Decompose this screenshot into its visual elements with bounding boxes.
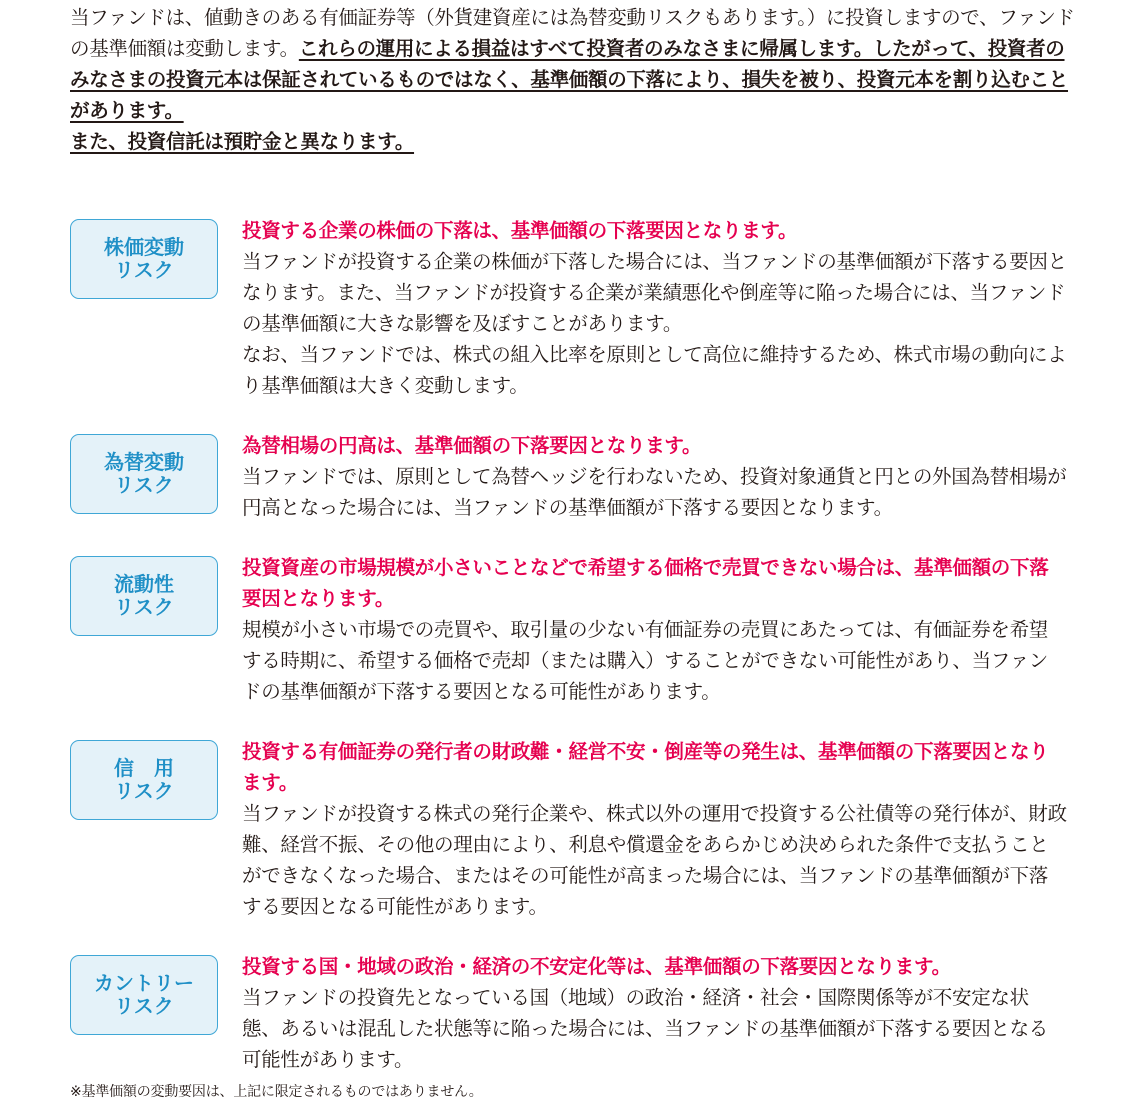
risk-body: 当ファンドが投資する企業の株価が下落した場合には、当ファンドの基準価額が下落する要因となります。また、当ファンドが投資する企業が業績悪化や倒産等に陥った場合には、当ファンドの基準価額に大きな影響を及ぼすことがあります。 bbox=[242, 250, 1067, 335]
risk-badge-label: 株価変動 bbox=[104, 235, 184, 259]
risk-content bbox=[242, 736, 1067, 922]
risk-badge-sublabel: リスク bbox=[114, 595, 174, 619]
risk-badge-sublabel: リスク bbox=[114, 779, 174, 803]
risk-badge-credit bbox=[70, 740, 218, 820]
risk-body: 規模が小さい市場での売買や、取引量の少ない有価証券の売買にあたっては、有価証券を希望する時期に、希望する価格で売却（または購入）することができない可能性があり、当ファンドの基準価額が下落する要因となる可能性があります。 bbox=[242, 618, 1049, 703]
risk-badge-label: カントリー bbox=[94, 971, 194, 995]
risk-badge-exchange-rate bbox=[70, 434, 218, 514]
risk-headline: 投資する国・地域の政治・経済の不安定化等は、基準価額の下落要因となります。 bbox=[242, 955, 951, 978]
risk-body-note: なお、当ファンドでは、株式の組入比率を原則として高位に維持するため、株式市場の動向により基準価額は大きく変動します。 bbox=[242, 343, 1067, 397]
risk-badge-stock-price bbox=[70, 219, 218, 299]
intro-plain-text: 当ファンドは、値動きのある有価証券等（外貨建資産には為替変動リスクもあります。）に投資しますので、ファンドの基準価額は変動します。 bbox=[70, 6, 1075, 60]
intro-underlined-text: これらの運用による損益はすべて投資者のみなさまに帰属します。したがって、投資者のみなさまの投資元本は保証されているものではなく、基準価額の下落により、損失を被り、投資元本を割り込むことがあります。 bbox=[70, 37, 1069, 122]
risk-badge-liquidity bbox=[70, 556, 218, 636]
risk-headline: 為替相場の円高は、基準価額の下落要因となります。 bbox=[242, 434, 702, 457]
risk-headline: 投資資産の市場規模が小さいことなどで希望する価格で売買できない場合は、基準価額の下落要因となります。 bbox=[242, 556, 1049, 610]
intro-deposit-note: また、投資信託は預貯金と異なります。 bbox=[70, 130, 415, 153]
risk-content bbox=[242, 215, 1067, 401]
risk-headline: 投資する企業の株価の下落は、基準価額の下落要因となります。 bbox=[242, 219, 798, 242]
risk-badge-label: 為替変動 bbox=[104, 450, 184, 474]
risk-badge-label: 流動性 bbox=[114, 572, 174, 596]
intro-paragraph bbox=[70, 2, 1080, 157]
footnote: ※基準価額の変動要因は、上記に限定されるものではありません。 bbox=[70, 1084, 483, 1100]
intro-text bbox=[70, 2, 1080, 126]
risk-badge-sublabel: リスク bbox=[114, 258, 174, 282]
risk-body: 当ファンドの投資先となっている国（地域）の政治・経済・社会・国際関係等が不安定な状態、あるいは混乱した状態等に陥った場合には、当ファンドの基準価額が下落する要因となる可能性があります。 bbox=[242, 986, 1049, 1071]
risk-badge-sublabel: リスク bbox=[114, 994, 174, 1018]
risk-body: 当ファンドでは、原則として為替ヘッジを行わないため、投資対象通貨と円との外国為替相場が円高となった場合には、当ファンドの基準価額が下落する要因となります。 bbox=[242, 465, 1067, 519]
risk-badge-label: 信 用 bbox=[114, 756, 174, 780]
risk-content bbox=[242, 552, 1067, 707]
risk-badge-sublabel: リスク bbox=[114, 473, 174, 497]
risk-body: 当ファンドが投資する株式の発行企業や、株式以外の運用で投資する公社債等の発行体が、財政難、経営不振、その他の理由により、利息や償還金をあらかじめ決められた条件で支払うことができなくなった場合、またはその可能性が高まった場合には、当ファンドの基準価額が下落する要因となる可能性があります。 bbox=[242, 802, 1067, 918]
risk-content bbox=[242, 430, 1067, 523]
risk-badge-country bbox=[70, 955, 218, 1035]
risk-content bbox=[242, 951, 1067, 1075]
risk-headline: 投資する有価証券の発行者の財政難・経営不安・倒産等の発生は、基準価額の下落要因となります。 bbox=[242, 740, 1049, 794]
